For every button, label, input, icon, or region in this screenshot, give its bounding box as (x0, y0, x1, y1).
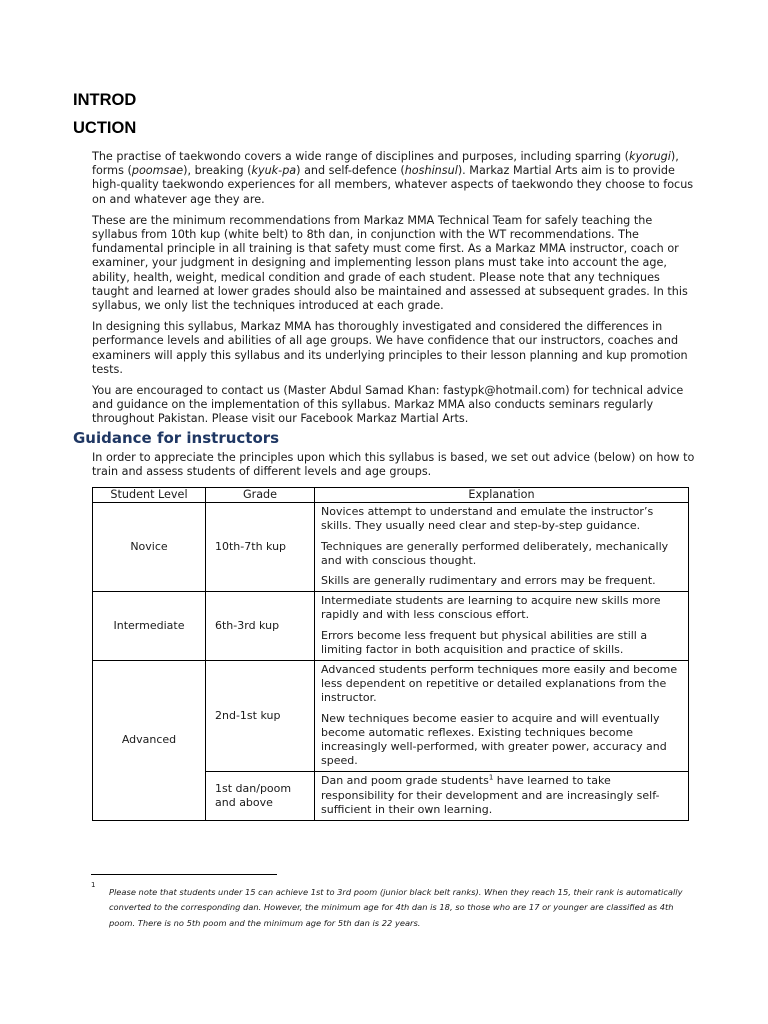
footnote-text: Please note that students under 15 can achieve 1st to 3rd poom (junior black belt ranks). When they reach 15, their rank is automatically converted to the corresponding dan. However, the minimum age for 4th dan is 18, so those who are 17 or younger are classified as 4th poom. There is no 5th poom and the minimum age for 5th dan is 22 years. (109, 887, 683, 928)
level-cell: Advanced (93, 661, 206, 821)
header-explanation: Explanation (315, 488, 689, 503)
intro-paragraph-4: You are encouraged to contact us (Master Abdul Samad Khan: fastypk@hotmail.com) for technical advice and guidance on the implementation of this syllabus. Markaz MMA also conducts seminars regularly throughout Pakistan. Please visit our Facebook Markaz Martial Arts. (92, 384, 684, 426)
explanation-cell: Novices attempt to understand and emulate the instructor’s skills. They usually need clear and step-by-step guidance. Techniques are generally performed deliberately, mechanically and with conscious thought. Skills are generally rudimentary and errors may be frequent. (315, 503, 689, 592)
grade-cell: 2nd-1st kup (206, 661, 315, 772)
footnote-separator (91, 874, 277, 875)
intro-body (92, 150, 696, 434)
header-student-level: Student Level (93, 488, 206, 503)
table-row-novice (93, 503, 689, 592)
page-title (73, 86, 153, 142)
guidance-table (92, 487, 689, 821)
section-heading-guidance: Guidance for instructors (73, 429, 280, 447)
footnote-number: 1 (91, 881, 96, 889)
table-row-intermediate (93, 592, 689, 661)
term-kyorugi: kyorugi (628, 150, 671, 163)
page-title-line-1: INTROD (73, 91, 137, 109)
header-grade: Grade (206, 488, 315, 503)
term-kyuk-pa: kyuk-pa (251, 164, 297, 178)
grade-cell: 10th-7th kup (206, 503, 315, 592)
intro-paragraph-2: These are the minimum recommendations from Markaz MMA Technical Team for safely teaching the syllabus from 10th kup (white belt) to 8th dan, in conjunction with the WT recommendations. The fundamental principle in all training is that safety must come first. As a Markaz MMA instructor, coach or examiner, your judgment in designing and implementing lesson plans must take into account the age, ability, health, weight, medical condition and grade of each student. Please note that any techniques taught and learned at lower grades should also be maintained and assessed at subsequent grades. In this syllabus, we only list the techniques introduced at each grade. (92, 213, 688, 313)
table-row-advanced (93, 661, 689, 772)
explanation-cell: Advanced students perform techniques more easily and become less dependent on repetitive or detailed explanations from the instructor. New techniques become easier to acquire and will eventually become automatic reflexes. Existing techniques become increasingly well-performed, with greater power, accuracy and speed. (315, 661, 689, 772)
term-hoshinsul: hoshinsul (404, 164, 458, 178)
level-cell: Intermediate (93, 592, 206, 661)
guidance-intro-text: In order to appreciate the principles upon which this syllabus is based, we set out advice (below) on how to train and assess students of different levels and age groups. (92, 451, 695, 479)
grade-cell: 1st dan/poom and above (206, 772, 315, 821)
footnote-reference[interactable]: 1 (488, 773, 494, 782)
grade-cell: 6th-3rd kup (206, 592, 315, 661)
intro-paragraph-1: The practise of taekwondo covers a wide range of disciplines and purposes, including sparring (kyorugi), forms (poomsae), breaking (kyuk-pa) and self-defence (hoshinsul). Markaz Martial Arts aim is to provide high-quality taekwondo experiences for all members, whatever aspects of taekwondo they choose to focus on and whatever age they are. (92, 150, 694, 206)
page-title-line-2: UCTION (73, 119, 137, 137)
explanation-cell: Dan and poom grade students$^1$ have learned to take responsibility for their development and are increasingly self-sufficient in their own learning. (315, 772, 689, 821)
table-header-row (93, 488, 689, 503)
level-cell: Novice (93, 503, 206, 592)
term-poomsae: poomsae (131, 164, 184, 178)
explanation-cell: Intermediate students are learning to acquire new skills more rapidly and with less conscious effort. Errors become less frequent but physical abilities are still a limiting factor in both acquisition and practice of skills. (315, 592, 689, 661)
intro-paragraph-3: In designing this syllabus, Markaz MMA has thoroughly investigated and considered the differences in performance levels and abilities of all age groups. We have confidence that our instructors, coaches and examiners will apply this syllabus and its underlying principles to their lesson planning and kup promotion tests. (92, 320, 688, 376)
